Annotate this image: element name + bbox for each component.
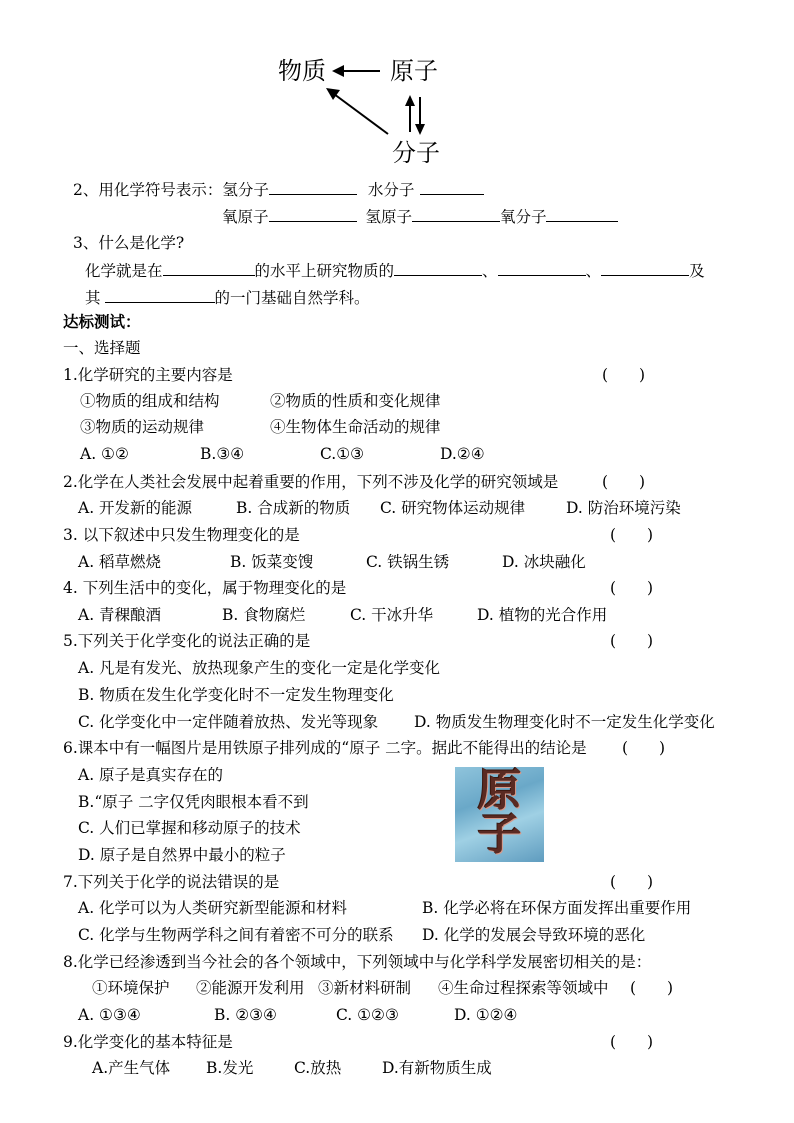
q7-option-d[interactable]: D. 化学的发展会导致环境的恶化	[422, 926, 646, 944]
q1-option-c[interactable]: C.①③	[320, 445, 365, 463]
q9-option-a[interactable]: A.产生气体	[92, 1059, 171, 1077]
q3-blank-3[interactable]	[498, 259, 586, 276]
q2-blank-oxygen-molecule[interactable]	[546, 205, 618, 222]
arrow-head-left-icon	[332, 65, 344, 77]
q7-option-a[interactable]: A. 化学可以为人类研究新型能源和材料	[78, 899, 348, 917]
q3mc-option-c[interactable]: C. 铁锅生锈	[366, 553, 450, 571]
diagram-node-matter: 物质	[278, 57, 326, 85]
q2mc-option-d[interactable]: D. 防治环境污染	[566, 499, 681, 517]
q3mc-option-a[interactable]: A. 稻草燃烧	[78, 553, 162, 571]
q6-option-c[interactable]: C. 人们已掌握和移动原子的技术	[78, 819, 301, 837]
q2-blank-hydrogen-molecule[interactable]	[269, 178, 357, 195]
q8-option-b[interactable]: B. ②③④	[214, 1006, 277, 1024]
q8-stem: 8.化学已经渗透到当今社会的各个领域中，下列领域中与化学科学发展密切相关的是：	[63, 953, 652, 971]
q4-option-a[interactable]: A. 青稞酿酒	[78, 606, 162, 624]
q8-answer-paren[interactable]: ( )	[630, 979, 674, 997]
arrow-head-diagonal-icon	[326, 88, 340, 100]
q8-option-c[interactable]: C. ①②③	[336, 1006, 399, 1024]
q7-answer-paren[interactable]: ( )	[610, 873, 654, 891]
q4-answer-paren[interactable]: ( )	[610, 579, 654, 597]
image-char-1: 原	[477, 767, 522, 816]
q3-text: 的水平上研究物质的	[254, 262, 395, 280]
q1-statement-4: ④生物体生命活动的规律	[270, 418, 441, 436]
section-title: 达标测试：	[63, 312, 141, 331]
q1-option-d[interactable]: D.②④	[440, 445, 485, 463]
q1-statement-3: ③物质的运动规律	[80, 418, 205, 436]
q3-blank-5[interactable]	[105, 286, 215, 303]
diagram-node-atom: 原子	[390, 57, 438, 85]
q8-option-d[interactable]: D. ①②④	[454, 1006, 518, 1024]
q2-line1	[73, 178, 484, 200]
q2mc-option-c[interactable]: C. 研究物体运动规律	[380, 499, 526, 517]
q3mc-option-d[interactable]: D. 冰块融化	[502, 553, 586, 571]
q8-statement-1: ①环境保护	[92, 979, 170, 997]
q5-option-a[interactable]: A. 凡是有发光、放热现象产生的变化一定是化学变化	[78, 659, 441, 677]
arrow-head-up-icon	[405, 95, 415, 106]
q1-option-b[interactable]: B.③④	[200, 445, 245, 463]
q9-option-c[interactable]: C.放热	[294, 1059, 342, 1077]
iron-atom-characters-image	[455, 767, 544, 862]
q4-option-b[interactable]: B. 食物腐烂	[222, 606, 306, 624]
q3-blank-2[interactable]	[394, 259, 482, 276]
q6-option-a[interactable]: A. 原子是真实存在的	[78, 766, 224, 784]
q1-stem: 1.化学研究的主要内容是	[63, 366, 233, 384]
q3-text: 、	[585, 262, 602, 280]
q5-stem: 5.下列关于化学变化的说法正确的是	[63, 632, 311, 650]
q3-text: 、	[482, 262, 498, 280]
q7-stem: 7.下列关于化学的说法错误的是	[63, 873, 280, 891]
q3-line1	[85, 259, 705, 281]
q2-oxygen-atom-label: 氧原子	[222, 208, 269, 226]
q3-text: 的一门基础自然学科。	[214, 289, 370, 307]
q3-blank-1[interactable]	[163, 259, 255, 276]
q2-line2	[222, 205, 618, 227]
q2mc-answer-paren[interactable]: ( )	[602, 473, 646, 491]
q9-option-b[interactable]: B.发光	[206, 1059, 254, 1077]
q1-option-a[interactable]: A. ①②	[80, 445, 129, 463]
arrow-head-down-icon	[415, 124, 425, 135]
q1-statement-2: ②物质的性质和变化规律	[270, 392, 441, 410]
q7-option-b[interactable]: B. 化学必将在环保方面发挥出重要作用	[422, 899, 692, 917]
q3-text: 化学就是在	[85, 262, 163, 280]
q6-option-b[interactable]: B.“原子 二字仅凭肉眼根本看不到	[78, 793, 309, 811]
q5-option-c[interactable]: C. 化学变化中一定伴随着放热、发光等现象	[78, 713, 379, 731]
q4-option-c[interactable]: C. 干冰升华	[350, 606, 434, 624]
q2mc-stem: 2.化学在人类社会发展中起着重要的作用，下列不涉及化学的研究领域是	[63, 473, 559, 491]
q2-hydrogen-atom-label: 氢原子	[365, 208, 412, 226]
q9-stem: 9.化学变化的基本特征是	[63, 1033, 233, 1051]
q2-water-molecule-label: 水分子	[367, 181, 415, 199]
q9-option-d[interactable]: D.有新物质生成	[382, 1059, 492, 1077]
q3-title: 3、什么是化学?	[73, 234, 185, 252]
section-subtitle: 一、选择题	[63, 339, 141, 357]
q8-option-a[interactable]: A. ①③④	[78, 1006, 141, 1024]
image-char-2: 子	[477, 809, 522, 860]
q6-option-d[interactable]: D. 原子是自然界中最小的粒子	[78, 846, 286, 864]
q3-text: 及	[689, 262, 705, 280]
q1-answer-paren[interactable]: ( )	[602, 366, 646, 384]
q4-stem: 4. 下列生活中的变化，属于物理变化的是	[63, 579, 347, 597]
q3mc-option-b[interactable]: B. 饭菜变馊	[230, 553, 314, 571]
q2-blank-oxygen-atom[interactable]	[269, 205, 357, 222]
q6-answer-paren[interactable]: ( )	[622, 739, 666, 757]
q8-statement-4: ④生命过程探索等领域中	[438, 979, 609, 997]
q6-stem: 6.课本中有一幅图片是用铁原子排列成的“原子 二字。据此不能得出的结论是	[63, 739, 587, 757]
q1-statement-1: ①物质的组成和结构	[80, 392, 220, 410]
q2-blank-hydrogen-atom[interactable]	[412, 205, 500, 222]
q3-blank-4[interactable]	[601, 259, 689, 276]
q8-statement-2: ②能源开发利用	[196, 979, 305, 997]
q5-option-b[interactable]: B. 物质在发生化学变化时不一定发生物理变化	[78, 686, 394, 704]
q5-answer-paren[interactable]: ( )	[610, 632, 654, 650]
q3-text: 其	[85, 289, 101, 307]
q7-option-c[interactable]: C. 化学与生物两学科之间有着密不可分的联系	[78, 926, 394, 944]
q2mc-option-b[interactable]: B. 合成新的物质	[236, 499, 351, 517]
q3mc-answer-paren[interactable]: ( )	[610, 526, 654, 544]
q2-lead: 2、用化学符号表示：	[73, 181, 223, 199]
q2-blank-water-molecule[interactable]	[420, 178, 484, 195]
q8-statement-3: ③新材料研制	[318, 979, 412, 997]
q3-line2	[85, 286, 370, 308]
diagram-arrows	[320, 60, 430, 145]
q2-hydrogen-molecule-label: 氢分子	[222, 181, 269, 199]
q2mc-option-a[interactable]: A. 开发新的能源	[78, 499, 193, 517]
q9-answer-paren[interactable]: ( )	[610, 1033, 654, 1051]
q3mc-stem: 3. 以下叙述中只发生物理变化的是	[63, 526, 300, 544]
q5-option-d[interactable]: D. 物质发生物理变化时不一定发生化学变化	[414, 713, 715, 731]
q2-oxygen-molecule-label: 氧分子	[499, 208, 547, 226]
diagram-node-molecule: 分子	[392, 139, 440, 167]
q4-option-d[interactable]: D. 植物的光合作用	[477, 606, 608, 624]
